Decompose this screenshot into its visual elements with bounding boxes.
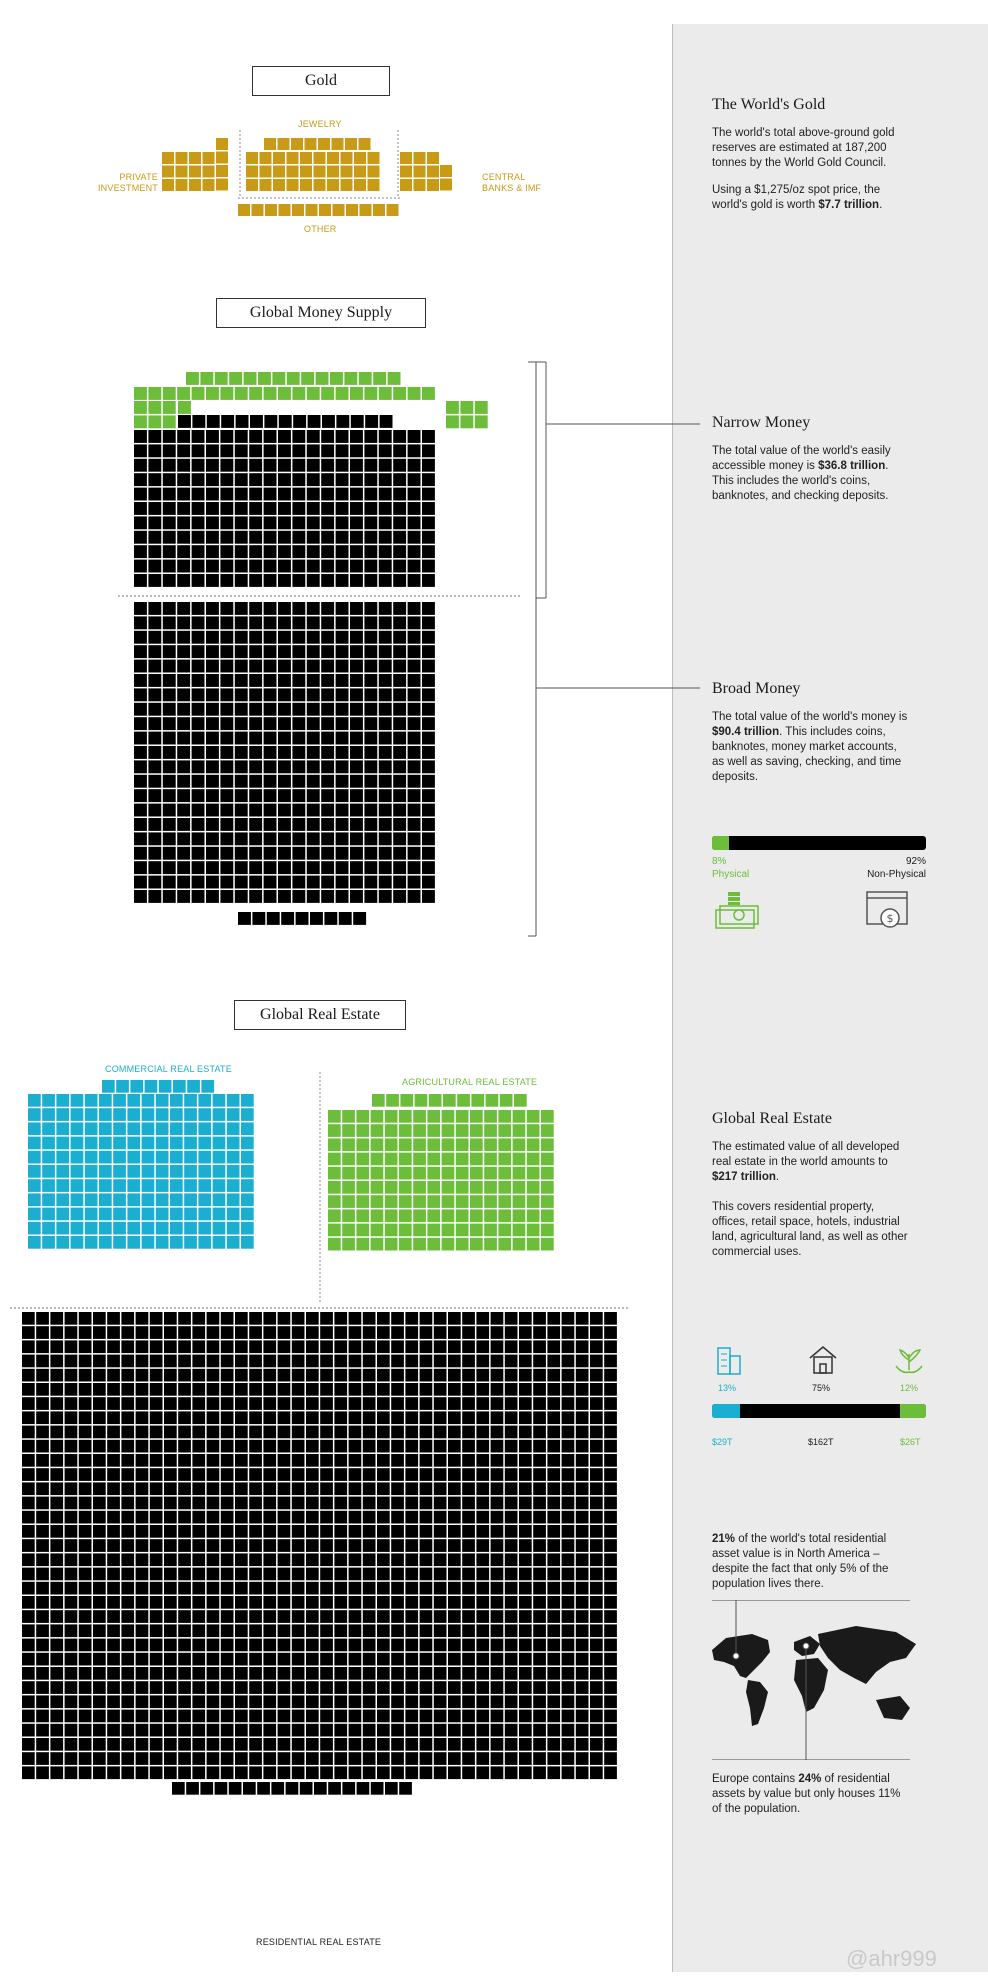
narrow-green-top bbox=[186, 372, 401, 385]
residential-bottom bbox=[172, 1782, 412, 1795]
narrow-black-top bbox=[178, 415, 393, 428]
gold-private-block bbox=[162, 152, 215, 191]
label-private-investment: PRIVATE INVESTMENT bbox=[97, 172, 158, 193]
gold-waffle bbox=[162, 138, 452, 216]
broad-money-text: The total value of the world's money is $90.4 trillion. This includes coins, banknotes, money market accounts, as well as saving, checking, and time deposits. bbox=[712, 711, 908, 783]
narrow-green-left bbox=[134, 401, 176, 428]
narrow-green-row bbox=[134, 387, 435, 400]
house-icon bbox=[806, 1342, 840, 1376]
gold-description: The world's total above-ground gold reserves are estimated at 187,200 tonnes by the World Gold Council. bbox=[712, 127, 895, 169]
heading-broad-money: Broad Money bbox=[712, 680, 801, 697]
nonphysical-pct: 92% bbox=[905, 856, 926, 867]
narrow-green-left2 bbox=[178, 401, 191, 414]
residential-pct: 75% bbox=[812, 1383, 831, 1393]
nonphysical-label: Non-Physical bbox=[867, 869, 926, 880]
physical-label: Physical bbox=[712, 869, 750, 880]
label-commercial: COMMERCIAL REAL ESTATE bbox=[105, 1064, 232, 1074]
heading-narrow-money: Narrow Money bbox=[712, 414, 811, 431]
commercial-pct: 13% bbox=[718, 1383, 737, 1393]
broad-black-block bbox=[134, 602, 435, 903]
physical-pct: 8% bbox=[712, 856, 727, 867]
real-estate-text: The estimated value of all developed real estate in the world amounts to $217 trillion. bbox=[712, 1141, 900, 1183]
world-map bbox=[706, 1600, 928, 1760]
real-estate-scope: This covers residential property, offices, retail space, hotels, industrial land, agricultural land, as well as other commercial uses. bbox=[712, 1201, 908, 1258]
plant-hand-icon bbox=[892, 1342, 926, 1376]
residential-block bbox=[22, 1312, 617, 1779]
gold-other-row bbox=[238, 204, 399, 216]
money-split-bar bbox=[712, 836, 926, 850]
gold-jewelry-top bbox=[264, 138, 371, 150]
physical-fill bbox=[712, 836, 729, 850]
label-jewelry: JEWELRY bbox=[298, 119, 342, 129]
digital-money-icon bbox=[864, 888, 912, 934]
commercial-block bbox=[28, 1094, 254, 1249]
heading-real-estate: Global Real Estate bbox=[712, 1110, 832, 1127]
money-waffle bbox=[134, 372, 488, 925]
gold-jewelry-block bbox=[246, 152, 380, 191]
real-estate-split-bar bbox=[712, 1404, 926, 1418]
narrow-green-right bbox=[446, 401, 488, 428]
narrow-black-block bbox=[134, 430, 435, 587]
cash-stack-icon bbox=[712, 888, 760, 934]
north-america-note: 21% of the world's total residential asset value is in North America – despite the fact that only 5% of the population lives there. bbox=[712, 1533, 889, 1590]
real-estate-title: Global Real Estate bbox=[234, 1000, 406, 1030]
commercial-fill bbox=[712, 1404, 740, 1418]
agricultural-top bbox=[372, 1094, 527, 1107]
agricultural-block bbox=[328, 1110, 554, 1251]
europe-note: Europe contains 24% of residential assets by value but only houses 11% of the population. bbox=[712, 1773, 901, 1815]
commercial-building-icon bbox=[712, 1342, 746, 1376]
commercial-top bbox=[102, 1080, 214, 1093]
label-agricultural: AGRICULTURAL REAL ESTATE bbox=[402, 1077, 538, 1087]
watermark: @ahr999 bbox=[846, 1946, 937, 1971]
real-estate-waffle bbox=[22, 1080, 617, 1795]
heading-worlds-gold: The World's Gold bbox=[712, 96, 826, 113]
label-central-banks: CENTRAL BANKS & IMF bbox=[482, 172, 542, 193]
gold-central-a bbox=[400, 152, 439, 191]
gold-central-b bbox=[440, 165, 452, 191]
broad-black-bottom bbox=[238, 912, 366, 925]
gold-value-text: Using a $1,275/oz spot price, the world's gold is worth $7.7 trillion. bbox=[712, 184, 883, 211]
agricultural-value: $26T bbox=[900, 1437, 921, 1447]
agricultural-pct: 12% bbox=[900, 1383, 919, 1393]
commercial-value: $29T bbox=[712, 1437, 733, 1447]
money-supply-title: Global Money Supply bbox=[216, 298, 426, 328]
residential-value: $162T bbox=[808, 1437, 834, 1447]
label-residential: RESIDENTIAL REAL ESTATE bbox=[256, 1937, 382, 1947]
svg-text:$: $ bbox=[886, 912, 894, 925]
gold-private-tall bbox=[216, 138, 228, 191]
label-other: OTHER bbox=[304, 224, 337, 234]
agricultural-fill bbox=[900, 1404, 926, 1418]
gold-title: Gold bbox=[252, 66, 390, 96]
narrow-money-text: The total value of the world's easily accessible money is $36.8 trillion. This includes the world's coins, banknotes, and checking deposits. bbox=[712, 445, 891, 502]
